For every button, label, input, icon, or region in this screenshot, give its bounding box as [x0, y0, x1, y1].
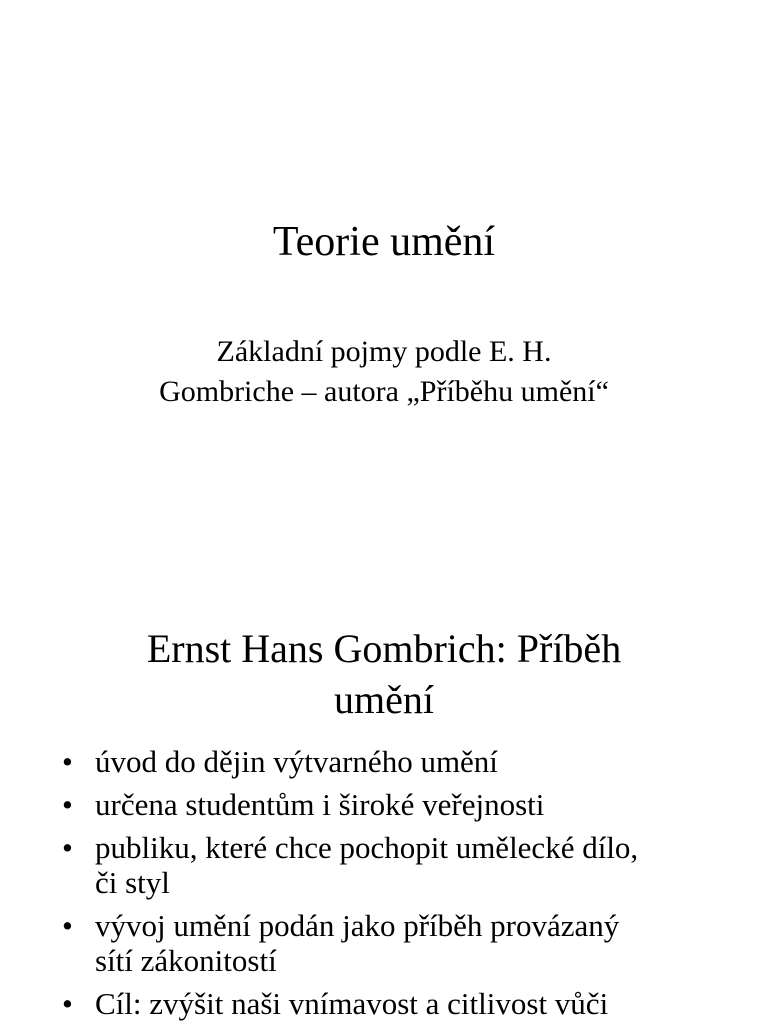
list-item-text: určena studentům i široké veřejnosti	[95, 787, 545, 822]
section-title	[0, 623, 768, 725]
bullet-icon: •	[62, 830, 73, 865]
bullet-icon: •	[62, 986, 73, 1021]
slide-title: Teorie umění	[272, 219, 496, 265]
list-item-text: Cíl: zvýšit naši vnímavost a citlivost vůči	[95, 986, 609, 1021]
list-item	[62, 908, 722, 978]
list-item	[62, 787, 722, 822]
list-item	[62, 830, 722, 900]
bullet-icon: •	[62, 787, 73, 822]
slide-subtitle	[0, 332, 768, 412]
subtitle-line: Gombriche – autora „Příběhu umění“	[159, 375, 609, 408]
list-item	[62, 744, 722, 779]
bullet-icon: •	[62, 744, 73, 779]
bullet-list	[62, 744, 722, 1029]
section-title-line: Ernst Hans Gombrich: Příběh	[146, 626, 622, 671]
list-item-text: publiku, které chce pochopit umělecké dílo,	[95, 830, 639, 865]
list-item-text: či styl	[95, 865, 170, 900]
subtitle-line: Základní pojmy podle E. H.	[216, 335, 552, 368]
list-item	[62, 986, 722, 1021]
list-item-text: vývoj umění podán jako příběh provázaný	[95, 908, 620, 943]
bullet-icon: •	[62, 908, 73, 943]
list-item-text: sítí zákonitostí	[95, 943, 277, 978]
list-item-text: úvod do dějin výtvarného umění	[95, 744, 498, 779]
section-title-line: umění	[334, 677, 434, 722]
